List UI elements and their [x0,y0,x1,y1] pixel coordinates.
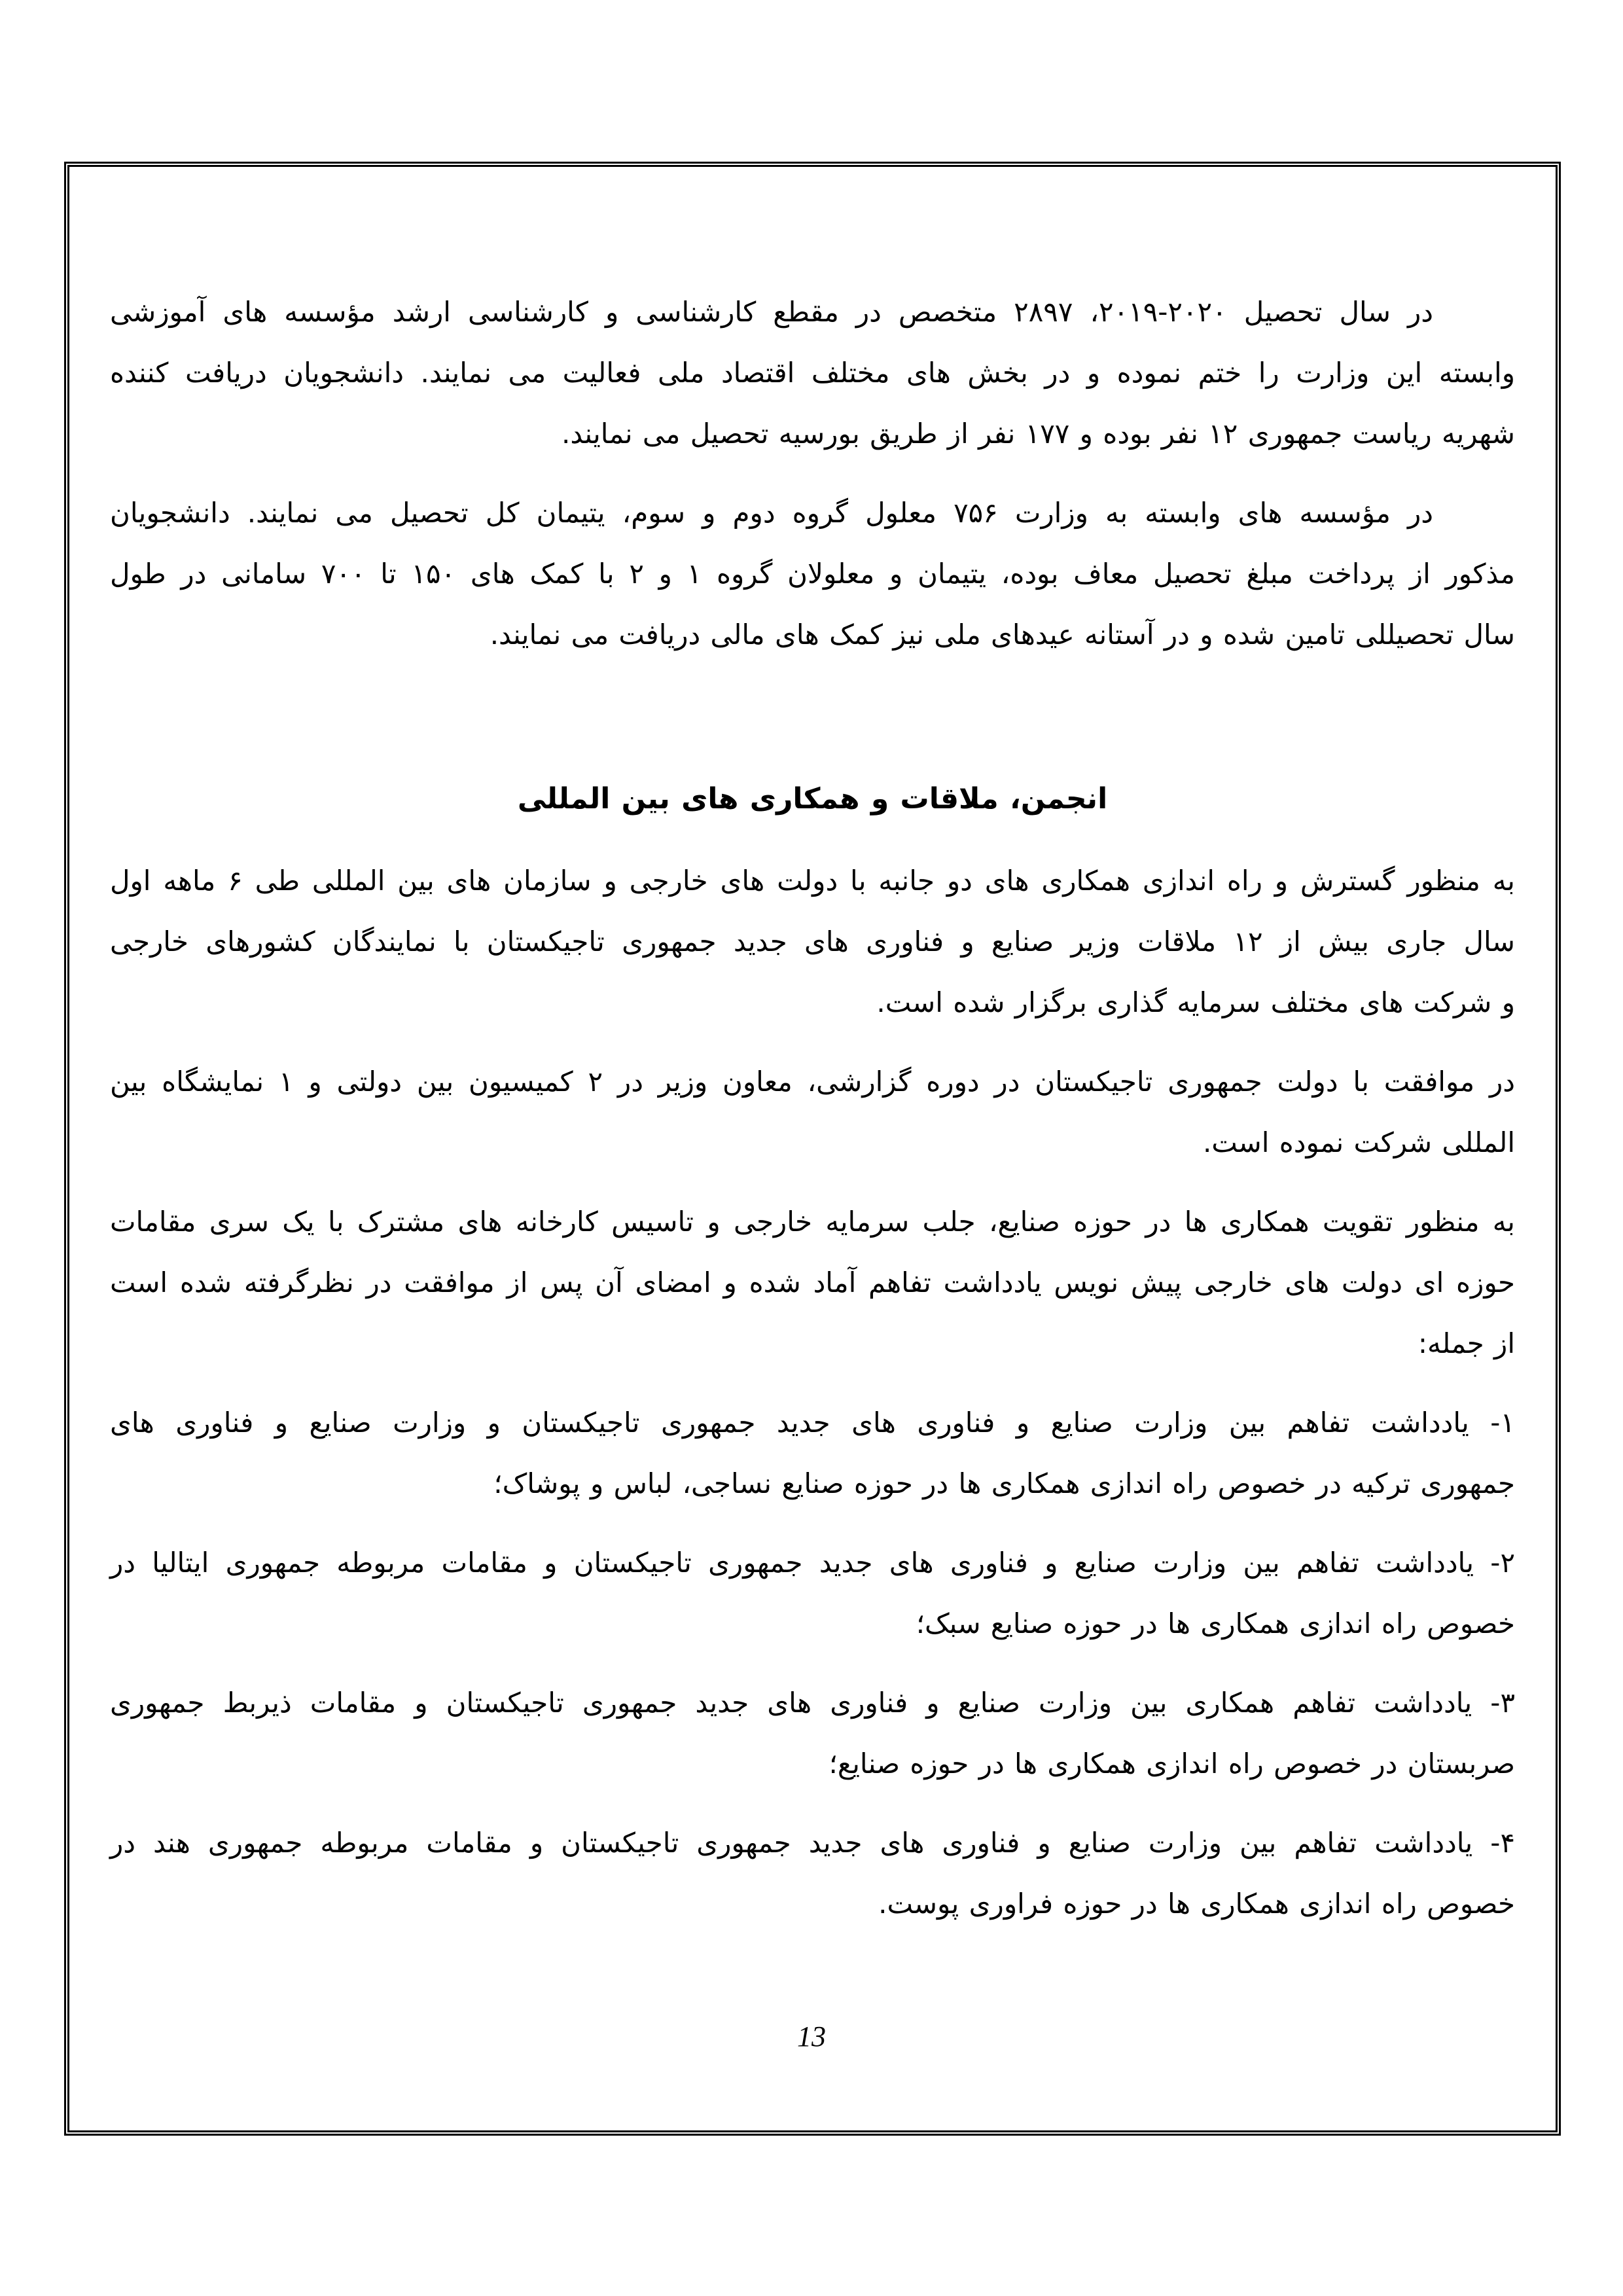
text-line: خصوص راه اندازی همکاری ها در حوزه صنایع سبک؛ [916,1607,1515,1640]
paragraph [110,1191,1515,1374]
text-line: از جمله: [1418,1327,1515,1359]
list-item [110,1392,1515,1514]
page-border [64,162,1561,2136]
text-line: ۱- یادداشت تفاهم بین وزارت صنایع و فناوری های جدید جمهوری تاجیکستان و وزارت صنایع و فناوری های [110,1407,1515,1439]
text-line: شهریه ریاست جمهوری ۱۲ نفر بوده و ۱۷۷ نفر از طریق بورسیه تحصیل می نمایند. [562,418,1515,450]
text-line: در موافقت با دولت جمهوری تاجیکستان در دوره گزارشی، معاون وزیر در ۲ کمیسیون بین دولتی و ۱ نمایشگاه بین [110,1066,1516,1098]
text-line: صربستان در خصوص راه اندازی همکاری ها در حوزه صنایع؛ [829,1748,1515,1780]
text-line: انجمن، ملاقات و همکاری های بین المللی [517,782,1108,816]
text-line: خصوص راه اندازی همکاری ها در حوزه فراوری پوست. [878,1888,1515,1920]
text-line: ۲- یادداشت تفاهم بین وزارت صنایع و فناوری های جدید جمهوری تاجیکستان و مقامات مربوطه جمهوری ایتالیا در [110,1547,1515,1579]
text-line: ۳- یادداشت تفاهم همکاری بین وزارت صنایع و فناوری های جدید جمهوری تاجیکستان و مقامات ذیربط جمهوری [110,1687,1515,1719]
paragraph [110,482,1515,665]
paragraph [110,850,1515,1033]
text-line: در مؤسسه های وابسته به وزارت ۷۵۶ معلول گروه دوم و سوم، یتیمان کل تحصیل می نمایند. دانشجویان [110,497,1433,529]
text-line: سال جاری بیش از ۱۲ ملاقات وزیر صنایع و فناوری های جدید جمهوری تاجیکستان با نمایندگان کشورهای خارجی [110,925,1516,958]
text-line: سال تحصیللی تامین شده و در آستانه عیدهای ملی نیز کمک های مالی دریافت می نمایند. [490,619,1515,651]
text-line: جمهوری ترکیه در خصوص راه اندازی همکاری ها در حوزه صنایع نساجی، لباس و پوشاک؛ [493,1467,1515,1499]
list-item [110,1812,1515,1934]
list-item [110,1532,1515,1654]
text-line: المللی شرکت نموده است. [1202,1126,1515,1158]
document-body [69,167,1556,1934]
text-line: به منظور گسترش و راه اندازی همکاری های دو جانبه با دولت های خارجی و سازمان های بین المللی طی ۶ ماهه اول [110,865,1515,897]
text-line: به منظور تقویت همکاری ها در حوزه صنایع، جلب سرمایه خارجی و تاسیس کارخانه های مشترک با یک سری مقامات [110,1206,1515,1238]
section-heading [110,768,1515,829]
paragraph [110,1051,1515,1173]
text-line: ۴- یادداشت تفاهم بین وزارت صنایع و فناوری های جدید جمهوری تاجیکستان و مقامات مربوطه جمهوری هند در [110,1827,1515,1859]
text-line: حوزه ای دولت های خارجی پیش نویس یادداشت تفاهم آماد شده و امضای آن پس از موافقت در نظرگرفته شده است [110,1266,1515,1299]
text-line: و شرکت های مختلف سرمایه گذاری برگزار شده است. [876,986,1515,1018]
paragraph [110,281,1515,464]
text-line: وابسته این وزارت را ختم نموده و در بخش های مختلف اقتصاد ملی فعالیت می نمایند. دانشجویان دریافت کننده [110,357,1515,389]
page-number: 13 [797,2020,826,2053]
list-item [110,1672,1515,1794]
text-line: در سال تحصیل ۲۰۲۰-۲۰۱۹، ۲۸۹۷ متخصص در مقطع کارشناسی و کارشناسی ارشد مؤسسه های آموزشی [110,296,1434,328]
text-line: مذکور از پرداخت مبلغ تحصیل معاف بوده، یتیمان و معلولان گروه ۱ و ۲ با کمک های ۱۵۰ تا ۷۰۰ سامانی در طول [110,558,1515,590]
